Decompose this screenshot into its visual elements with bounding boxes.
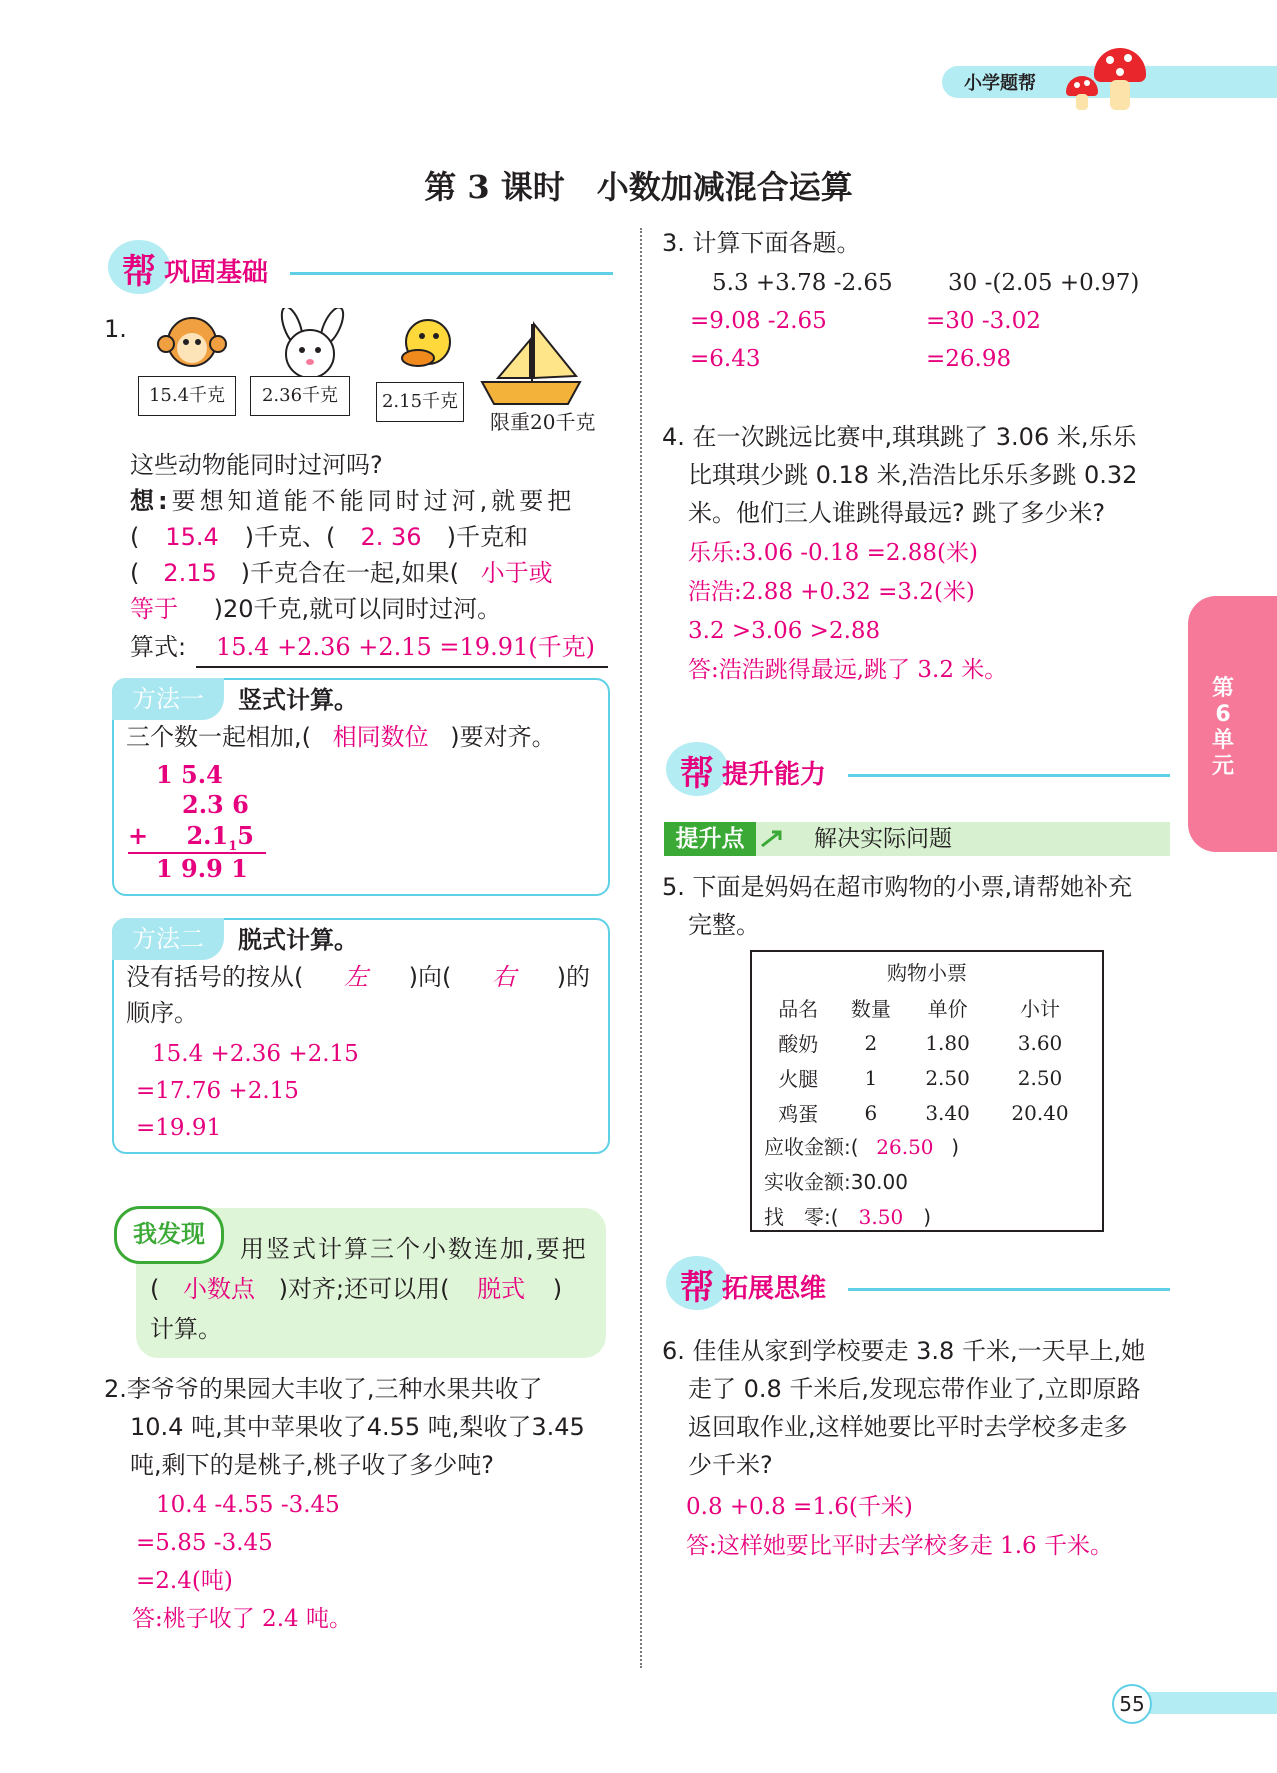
arrow-icon: [760, 828, 788, 850]
q2-line-1: 2.李爷爷的果园大丰收了,三种水果共收了: [104, 1375, 543, 1403]
q5-line-2: 完整。: [688, 911, 760, 939]
receipt-header: 品名: [778, 997, 819, 1021]
q1-text-4: )千克合在一起,如果(: [240, 559, 460, 587]
receipt-paid: 实收金额:30.00: [764, 1170, 908, 1194]
monkey-weight-label: 15.4千克: [138, 376, 236, 416]
paren: (: [130, 523, 140, 551]
page-bar: [1140, 1692, 1277, 1714]
method1-text-2: )要对齐。: [450, 723, 556, 751]
paren: ): [552, 1275, 563, 1303]
method2-title: 脱式计算。: [238, 926, 358, 954]
paren: (: [130, 559, 140, 587]
q1-formula-value: 15.4 +2.36 +2.15 =19.91(千克): [196, 628, 608, 668]
receipt-cell: 1.80: [925, 1030, 970, 1055]
q1-think-line-3: [130, 554, 610, 592]
method2-steps: [136, 1036, 359, 1147]
method2-answer-1: 左: [344, 963, 369, 991]
receipt: [750, 950, 1104, 1232]
discover-text-2: [150, 1270, 562, 1308]
q1-number: 1.: [104, 315, 127, 343]
section-title: 提升能力: [722, 760, 827, 790]
mushroom-stem: [1110, 80, 1130, 110]
section-expand: [666, 1256, 1170, 1310]
monkey-icon: [152, 312, 242, 382]
receipt-cell: 3.40: [925, 1100, 970, 1125]
receipt-row: [762, 1095, 1092, 1130]
method2-step-3: =19.91: [136, 1115, 222, 1141]
plus-sign: +: [128, 821, 149, 850]
method2-text-2: )向(: [408, 963, 452, 991]
q2-step-1: 10.4 -4.55 -3.45: [156, 1492, 340, 1518]
formula-label: 算式:: [130, 633, 187, 661]
q6-step-1: 0.8 +0.8 =1.6(千米): [686, 1494, 913, 1520]
receipt-cell: 鸡蛋: [778, 1102, 819, 1126]
think-label: 想:: [130, 487, 172, 515]
q1-think-line-1: [130, 482, 610, 520]
q1-think-line-2: [130, 518, 610, 556]
method2-text-4: 顺序。: [126, 999, 198, 1027]
receipt-cell: 2.50: [1017, 1065, 1063, 1090]
q4-step-1: 乐乐:3.06 -0.18 =2.88(米): [688, 540, 978, 566]
q6-line-4: 少千米?: [688, 1451, 773, 1479]
receipt-cell: 6: [864, 1100, 878, 1125]
lift-point-tag: 提升点: [664, 822, 756, 856]
small-mushroom-stem: [1076, 94, 1088, 110]
q1-formula: [130, 628, 186, 666]
discover-text-3: 计算。: [150, 1315, 222, 1343]
carry-digit: 1: [228, 838, 238, 854]
receipt-header-row: [762, 990, 1092, 1025]
section-line: [290, 272, 613, 275]
boat-limit-label: 限重20千克: [490, 410, 596, 434]
lift-point-bar: [664, 822, 1170, 856]
method2-step-2: =17.76 +2.15: [136, 1078, 299, 1104]
rabbit-icon: [262, 308, 362, 384]
receipt-title: 购物小票: [887, 961, 967, 985]
receipt-cell: 1: [864, 1065, 878, 1090]
paren: ): [923, 1205, 932, 1229]
method2-step-1: 15.4 +2.36 +2.15: [152, 1041, 359, 1067]
due-value: 26.50: [876, 1135, 934, 1159]
method2-text: [126, 958, 590, 996]
q1-think-line-4: [130, 590, 501, 628]
q1-answer-4b: 等于: [130, 595, 178, 623]
q2-text: [104, 1370, 585, 1484]
method2-box: [112, 918, 610, 1154]
discover-text-mid: )对齐;还可以用(: [278, 1275, 450, 1303]
q3-steps-1: [690, 302, 827, 378]
q3-steps-2: [926, 302, 1041, 378]
q3-expr-2: 30 -(2.05 +0.97): [948, 270, 1140, 296]
vertical-row-2: 2.3 6: [182, 790, 249, 819]
q4-line-3: 米。他们三人谁跳得最远? 跳了多少米?: [688, 499, 1106, 527]
brand-name: 小学题帮: [964, 73, 1036, 94]
receipt-cell: 2: [864, 1030, 878, 1055]
page-number: 55: [1112, 1684, 1152, 1724]
q6-text: [662, 1332, 1145, 1484]
q5-line-1: 5. 下面是妈妈在超市购物的小票,请帮她补充: [662, 873, 1133, 901]
vertical-row-3-last: 5: [237, 821, 254, 850]
q6-line-2: 走了 0.8 千米后,发现忘带作业了,立即原路: [688, 1375, 1141, 1403]
section-improve: [666, 742, 1170, 796]
lesson-title: 第 3 课时 小数加减混合运算: [424, 168, 853, 206]
duck-icon: [388, 314, 468, 384]
method2-text-1: 没有括号的按从(: [126, 963, 304, 991]
mushroom-icon: [1094, 48, 1146, 82]
method2-text-3: )的: [556, 963, 591, 991]
lift-point-text: 解决实际问题: [814, 826, 952, 852]
method1-answer: 相同数位: [332, 723, 429, 751]
discover-tag: 我发现: [114, 1206, 224, 1264]
method1-tag: 方法一: [112, 678, 224, 720]
q2-answers: [132, 1486, 352, 1638]
q2-step-3: =2.4(吨): [136, 1568, 233, 1594]
q3-e2-step-1: =30 -3.02: [926, 308, 1041, 334]
section-bang: 帮: [122, 252, 156, 292]
section-line: [848, 774, 1170, 777]
q1-answer-3: 2.15: [163, 559, 217, 587]
q6-line-1: 6. 佳佳从家到学校要走 3.8 千米,一天早上,她: [662, 1337, 1146, 1365]
q6-answers: [686, 1488, 1113, 1566]
receipt-row: [762, 1025, 1092, 1060]
receipt-cell: 20.40: [1011, 1100, 1069, 1125]
q6-answer: 答:这样她要比平时去学校多走 1.6 千米。: [686, 1533, 1113, 1559]
q1-question: 这些动物能同时过河吗?: [130, 451, 383, 479]
q3-expr-1: 5.3 +3.78 -2.65: [712, 270, 893, 296]
vertical-result: 1 9.9 1: [156, 854, 248, 883]
due-label: 应收金额:(: [764, 1135, 859, 1159]
q3-e1-step-1: =9.08 -2.65: [690, 308, 827, 334]
section-line: [848, 1288, 1170, 1291]
method2-tag: 方法二: [112, 918, 224, 960]
think-text: 要想知道能不能同时过河,就要把: [171, 487, 576, 515]
section-title: 巩固基础: [164, 258, 269, 288]
receipt-cell: 火腿: [778, 1067, 819, 1091]
method2-answer-2: 右: [492, 963, 517, 991]
receipt-change: [752, 1200, 1102, 1235]
q6-line-3: 返回取作业,这样她要比平时去学校多走多: [688, 1413, 1128, 1441]
method1-text-1: 三个数一起相加,(: [126, 723, 311, 751]
change-value: 3.50: [858, 1205, 904, 1229]
q2-step-2: =5.85 -3.45: [136, 1530, 273, 1556]
q3-e1-step-2: =6.43: [690, 346, 761, 372]
q2-line-3: 吨,剩下的是桃子,桃子收了多少吨?: [130, 1451, 494, 1479]
section-title: 拓展思维: [722, 1274, 827, 1304]
q1-text-5: )20千克,就可以同时过河。: [213, 595, 502, 623]
q4-line-2: 比琪琪少跳 0.18 米,浩浩比乐乐多跳 0.32: [688, 461, 1138, 489]
paren: ): [951, 1135, 960, 1159]
vertical-row-1: 1 5.4: [156, 760, 223, 789]
method1-box: [112, 678, 610, 896]
receipt-header: 数量: [850, 997, 891, 1021]
q4-line-1: 4. 在一次跳远比赛中,琪琪跳了 3.06 米,乐乐: [662, 423, 1137, 451]
receipt-header: 小计: [1020, 997, 1060, 1021]
receipt-table: [762, 990, 1092, 1130]
column-divider: [640, 228, 642, 1668]
q4-answers: [688, 534, 1007, 690]
vertical-calc: [156, 760, 249, 820]
duck-weight-label: 2.15千克: [376, 382, 464, 422]
q2-answer: 答:桃子收了 2.4 吨。: [132, 1606, 352, 1632]
q4-step-2: 浩浩:2.88 +0.32 =3.2(米): [688, 579, 975, 605]
q4-step-3: 3.2 >3.06 >2.88: [688, 618, 881, 644]
q4-text: [662, 418, 1137, 532]
q1-text-3: )千克和: [446, 523, 529, 551]
boat-icon: [476, 316, 586, 408]
q2-line-2: 10.4 吨,其中苹果收了4.55 吨,梨收了3.45: [130, 1413, 585, 1441]
q4-answer: 答:浩浩跳得最远,跳了 3.2 米。: [688, 657, 1008, 683]
section-basic: [108, 240, 613, 294]
vertical-row-3-num: 2.1: [186, 821, 229, 850]
vertical-row-3: [128, 820, 266, 854]
change-label: 找 零:(: [764, 1205, 839, 1229]
method1-title: 竖式计算。: [238, 686, 358, 714]
receipt-due: [752, 1130, 1102, 1165]
discover-answer-2: 脱式: [477, 1275, 526, 1303]
q5-text: [662, 868, 1132, 944]
receipt-cell: 3.60: [1017, 1030, 1063, 1055]
section-bang: 帮: [680, 754, 714, 794]
method1-text: [126, 718, 556, 756]
receipt-cell: 2.50: [925, 1065, 970, 1090]
discover-text-1: 用竖式计算三个小数连加,要把: [240, 1235, 588, 1263]
section-bang: 帮: [680, 1268, 714, 1308]
q1-answer-4a: 小于或: [480, 559, 553, 587]
unit-tab-label: 第6单元: [1211, 676, 1234, 779]
receipt-row: [762, 1060, 1092, 1095]
q1-answer-2: 2. 36: [360, 523, 422, 551]
receipt-cell: 酸奶: [778, 1032, 819, 1056]
discover-answer-1: 小数点: [183, 1275, 256, 1303]
rabbit-weight-label: 2.36千克: [250, 376, 350, 416]
receipt-header: 单价: [927, 997, 968, 1021]
q3-e2-step-2: =26.98: [926, 346, 1012, 372]
q1-answer-1: 15.4: [165, 523, 219, 551]
paren: (: [150, 1275, 160, 1303]
q3-title: 3. 计算下面各题。: [662, 229, 861, 257]
q1-text-2: )千克、(: [244, 523, 336, 551]
